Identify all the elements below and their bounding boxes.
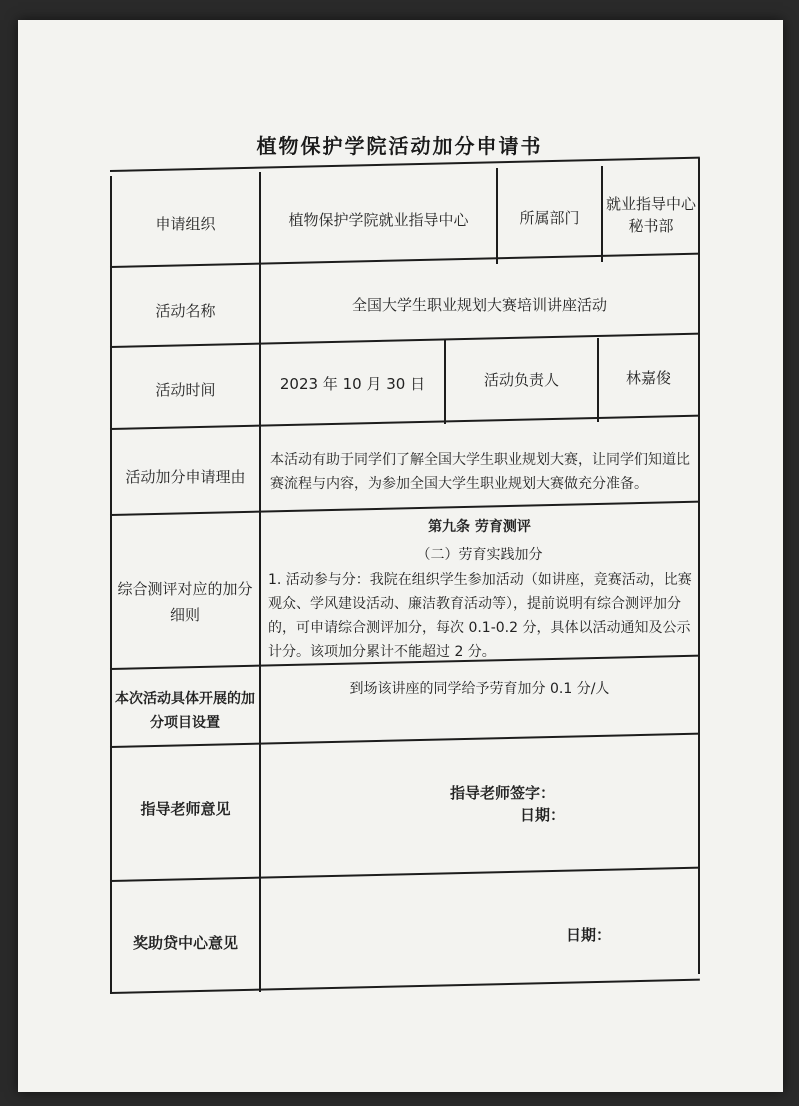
reason-value: 本活动有助于同学们了解全国大学生职业规划大赛，让同学们知道比赛流程与内容，为参加全国大学生职业规划大赛做充分准备。 <box>270 452 690 492</box>
table-border-right <box>698 158 700 974</box>
activity-name-label: 活动名称 <box>155 301 216 320</box>
rule-label: 综合测评对应的加分细则 <box>117 580 253 624</box>
dept-value: 就业指导中心秘书部 <box>605 195 696 235</box>
center-label: 奖助贷中心意见 <box>132 933 238 952</box>
setting-value: 到场该讲座的同学给予劳育加分 0.1 分/人 <box>349 681 610 697</box>
org-value: 植物保护学院就业指导中心 <box>288 210 469 229</box>
setting-label: 本次活动具体开展的加分项目设置 <box>115 691 255 731</box>
leader-label: 活动负责人 <box>483 370 559 389</box>
rule-heading: 第九条 劳育测评 <box>428 519 531 535</box>
rule-subheading: （二）劳育实践加分 <box>416 547 543 563</box>
rule-body: 1. 活动参与分：我院在组织学生参加活动（如讲座，竞赛活动，比赛观众、学风建设活动、廉洁教育活动等），提前说明有综合测评加分的，可申请综合测评加分，每次 0.1-0.2 分，具体以活动通知及公示计分。该项加分累计不能超过 2 分。 <box>268 572 692 660</box>
activity-time-label: 活动时间 <box>155 380 216 399</box>
activity-time-value: 2023 年 10 月 30 日 <box>279 374 426 393</box>
center-date-label: 日期： <box>566 925 612 944</box>
leader-value: 林嘉俊 <box>625 368 671 387</box>
advisor-date-label: 日期： <box>520 805 566 824</box>
activity-name-value: 全国大学生职业规划大赛培训讲座活动 <box>351 295 607 314</box>
dept-label: 所属部门 <box>519 208 580 227</box>
advisor-sign-label: 指导老师签字： <box>450 783 556 802</box>
advisor-label: 指导老师意见 <box>140 799 231 818</box>
table-divider-dept <box>601 166 603 262</box>
org-label: 申请组织 <box>155 214 216 233</box>
reason-label: 活动加分申请理由 <box>125 467 246 486</box>
document-title: 植物保护学院活动加分申请书 <box>256 134 543 158</box>
